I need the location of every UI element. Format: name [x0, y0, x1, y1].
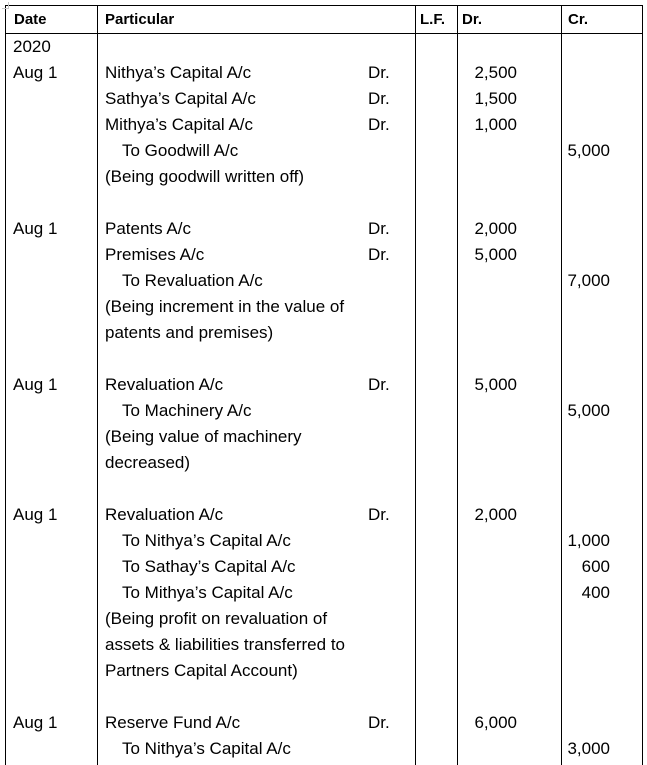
debit-amount: 1,000 [474, 115, 517, 134]
credit-account: To Sathay’s Capital A/c [122, 557, 296, 576]
header-date: Date [14, 11, 47, 28]
dr-label: Dr. [368, 505, 390, 524]
debit-account: Nithya’s Capital A/c [105, 63, 252, 82]
debit-account: Mithya’s Capital A/c [105, 115, 254, 134]
column-divider-particular [415, 6, 416, 765]
narration-line: patents and premises) [105, 323, 274, 342]
entry-date: Aug 1 [13, 713, 58, 732]
narration-line: (Being increment in the value of [105, 297, 345, 316]
header-rule [6, 33, 642, 34]
narration-line: (Being profit on revaluation of [105, 609, 328, 628]
debit-account: Reserve Fund A/c [105, 713, 241, 732]
header-cr: Cr. [568, 11, 589, 28]
dr-label: Dr. [368, 115, 390, 134]
credit-amount: 600 [581, 557, 610, 576]
corner-mark [2, 2, 9, 9]
debit-amount: 2,000 [474, 219, 517, 238]
entry-date: Aug 1 [13, 375, 58, 394]
header-particular: Particular [105, 11, 175, 28]
header-dr: Dr. [462, 11, 483, 28]
credit-account: To Nithya’s Capital A/c [122, 531, 291, 550]
debit-amount: 5,000 [474, 375, 517, 394]
journal-table [5, 5, 643, 765]
entry-date: Aug 1 [13, 505, 58, 524]
credit-amount: 5,000 [567, 401, 610, 420]
debit-amount: 5,000 [474, 245, 517, 264]
column-divider-date [97, 6, 98, 765]
header-lf: L.F. [420, 11, 445, 28]
debit-account: Revaluation A/c [105, 375, 224, 394]
debit-amount: 6,000 [474, 713, 517, 732]
dr-label: Dr. [368, 375, 390, 394]
debit-amount: 2,000 [474, 505, 517, 524]
debit-account: Patents A/c [105, 219, 191, 238]
narration-line: (Being goodwill written off) [105, 167, 305, 186]
debit-amount: 2,500 [474, 63, 517, 82]
dr-label: Dr. [368, 63, 390, 82]
dr-label: Dr. [368, 89, 390, 108]
credit-account: To Nithya’s Capital A/c [122, 739, 291, 758]
dr-label: Dr. [368, 713, 390, 732]
credit-account: To Goodwill A/c [122, 141, 239, 160]
dr-label: Dr. [368, 219, 390, 238]
narration-line: Partners Capital Account) [105, 661, 298, 680]
debit-amount: 1,500 [474, 89, 517, 108]
narration-line: assets & liabilities transferred to [105, 635, 345, 654]
debit-account: Premises A/c [105, 245, 205, 264]
credit-amount: 7,000 [567, 271, 610, 290]
credit-account: To Machinery A/c [122, 401, 252, 420]
entry-date: Aug 1 [13, 63, 58, 82]
credit-amount: 400 [581, 583, 610, 602]
year-label: 2020 [13, 37, 51, 56]
column-divider-dr [561, 6, 562, 765]
credit-amount: 3,000 [567, 739, 610, 758]
narration-line: (Being value of machinery [105, 427, 302, 446]
credit-account: To Revaluation A/c [122, 271, 263, 290]
dr-label: Dr. [368, 245, 390, 264]
entry-date: Aug 1 [13, 219, 58, 238]
credit-account: To Mithya’s Capital A/c [122, 583, 293, 602]
debit-account: Sathya’s Capital A/c [105, 89, 256, 108]
credit-amount: 5,000 [567, 141, 610, 160]
debit-account: Revaluation A/c [105, 505, 224, 524]
credit-amount: 1,000 [567, 531, 610, 550]
narration-line: decreased) [105, 453, 191, 472]
